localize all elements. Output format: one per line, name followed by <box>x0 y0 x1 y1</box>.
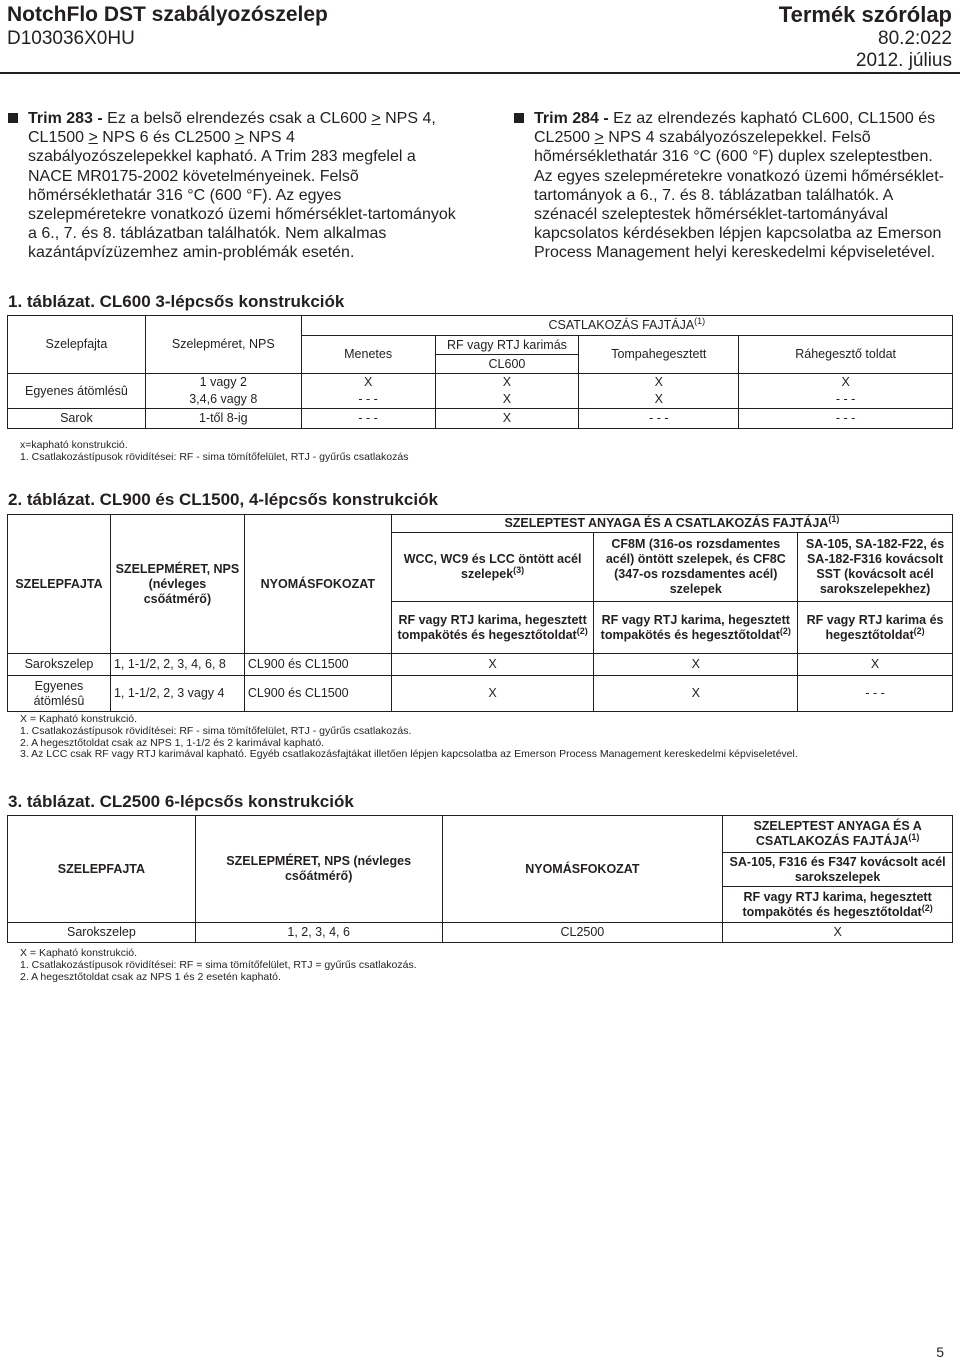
note: x=kapható konstrukció. <box>20 439 128 451</box>
t2-row-type: Egyenes átömlésû <box>8 676 111 712</box>
table-1-caption: 1. táblázat. CL600 3-lépcsős konstrukciók <box>8 292 345 311</box>
t2-rf-weld-label: RF vagy RTJ karima, hegesztett tompakötés és hegesztőtoldat <box>397 612 587 642</box>
table-3-notes <box>20 948 417 983</box>
trim-283-p3: NPS 6 és CL2500 <box>97 129 235 147</box>
t2-row-size: 1, 1-1/2, 2, 3, 4, 6, 8 <box>110 654 244 676</box>
bullet-square-icon <box>514 113 524 123</box>
t2-header-material <box>391 515 952 533</box>
ge-sign: > <box>234 129 245 147</box>
note: X = Kapható konstrukció. <box>20 947 138 959</box>
t1-header-butt: Tompahegesztett <box>579 336 739 374</box>
header-left <box>7 2 328 50</box>
t1-cell: X <box>435 374 579 392</box>
table-1 <box>7 315 953 429</box>
note: 3. Az LCC csak RF vagy RTJ karimával kapható. Egyéb csatlakozásfajtákat illetően lépjen kapcsolatba az Emerson Process Management kereskedelmi képviseletével. <box>20 748 798 761</box>
t2-header-valve-size: SZELEPMÉRET, NPS (névleges csőátmérő) <box>110 515 244 654</box>
ge-sign: > <box>594 129 604 147</box>
trim-284-bullet <box>514 109 954 263</box>
t2-header-sa105: SA-105, SA-182-F22, és SA-182-F316 kovácsolt SST (kovácsolt acél sarokszelepekhez) <box>798 533 953 602</box>
t1-header-threaded: Menetes <box>301 336 435 374</box>
table-1-notes <box>20 440 408 464</box>
footnote-ref: (2) <box>779 625 791 636</box>
page-number: 5 <box>936 1344 944 1360</box>
t3-header-valve-type: SZELEPFAJTA <box>8 816 196 923</box>
t1-row-size: 1 vagy 2 <box>145 374 301 392</box>
t1-conn-type-label: CSATLAKOZÁS FAJTÁJA <box>548 318 695 332</box>
note: 1. Csatlakozástípusok rövidítései: RF = sima tömítőfelület, RTJ = gyűrűs csatlakozás. <box>20 958 417 971</box>
table-2-caption: 2. táblázat. CL900 és CL1500, 4-lépcsős konstrukciók <box>8 490 438 509</box>
note: 2. A hegesztőtoldat csak az NPS 1 és 2 esetén kapható. <box>20 970 281 983</box>
table-2 <box>7 514 953 712</box>
t3-row-pressure: CL2500 <box>442 923 723 943</box>
t2-header-pressure: NYOMÁSFOKOZAT <box>244 515 391 654</box>
table-2-notes <box>20 714 798 761</box>
t2-header-wcc <box>391 533 594 602</box>
trim-283-p4: NPS 4 szabályozószelepekkel kapható. A Trim 283 megfelel a NACE MR0175-2002 követelményeinek. Felsõ hõmérséklethatár 316 °C (600 °F). Az egyes szelepméretekre vonatkozó üzemi hőmérséklet-tartományok a 6., 7. és 8. táblázatban találhatók. Nem alkalmas kazántápvízüzemhez amin-problémák esetén. <box>28 129 456 262</box>
t1-row-size: 1-től 8-ig <box>145 409 301 429</box>
t2-row-type: Sarokszelep <box>8 654 111 676</box>
t2-cell: X <box>391 654 594 676</box>
t3-header-material <box>723 816 953 853</box>
note: 1. Csatlakozástípusok rövidítései: RF - sima tömítőfelület, RTJ - gyűrűs csatlakozás <box>20 450 409 463</box>
t3-material-label: SZELEPTEST ANYAGA ÉS A CSATLAKOZÁS FAJTÁJA <box>753 819 922 848</box>
t2-material-label: SZELEPTEST ANYAGA ÉS A CSATLAKOZÁS FAJTÁJA <box>504 516 829 530</box>
note: 2. A hegesztőtoldat csak az NPS 1, 1-1/2 és 2 karimával kapható. <box>20 736 325 749</box>
note: X = Kapható konstrukció. <box>20 713 138 725</box>
ge-sign: > <box>88 129 98 147</box>
t1-cell: X <box>579 391 739 409</box>
t1-cell: - - - <box>301 409 435 429</box>
t1-header-valve-size: Szelepméret, NPS <box>145 316 301 374</box>
footnote-ref: (1) <box>828 513 840 524</box>
product-title: NotchFlo DST szabályozószelep <box>7 3 328 26</box>
t3-cell: X <box>723 923 953 943</box>
trim-284-p2: NPS 4 szabályozószelepekkel. Felsõ hõmérséklethatár 316 °C (600 °F) duplex szeleptestben. Az egyes szelepméretekre vonatkozó üzemi hőmérséklet-tartományok a 6., 7. és 8. táblázatban találhatók. A szénacél szeleptestek hõmérséklet-tartományával kapcsolatos kérdésekben lépjen kapcsolatba az Emerson Process Management helyi kereskedelmi képviseletével. <box>534 129 944 262</box>
footnote-ref: (2) <box>913 625 925 636</box>
t3-header-sa105: SA-105, F316 és F347 kovácsolt acél sarokszelepek <box>723 853 953 887</box>
document-date: 2012. július <box>855 50 952 71</box>
t2-cell: X <box>594 654 798 676</box>
t2-header-rf-weld <box>594 602 798 654</box>
t1-cell: - - - <box>739 391 953 409</box>
document-number: D103036X0HU <box>7 28 135 49</box>
t3-rf-weld-label: RF vagy RTJ karima, hegesztett tompakötés és hegesztőtoldat <box>742 889 932 919</box>
t2-wcc-label: WCC, WC9 és LCC öntött acél szelepek <box>403 552 582 581</box>
page-header <box>0 0 960 74</box>
footnote-ref: (1) <box>694 315 706 326</box>
t1-cell: X <box>435 409 579 429</box>
t1-cell: X <box>435 391 579 409</box>
t3-header-pressure: NYOMÁSFOKOZAT <box>442 816 723 923</box>
t3-header-rf-weld <box>723 887 953 923</box>
trim-283-text <box>28 109 456 263</box>
t1-row-type: Sarok <box>8 409 146 429</box>
t2-cell: X <box>798 654 953 676</box>
trim-283-bullet <box>8 109 456 263</box>
footnote-ref: (1) <box>908 831 920 842</box>
t1-cell: - - - <box>739 409 953 429</box>
t1-row-type: Egyenes átömlésû <box>8 374 146 409</box>
t2-header-rf-weld <box>391 602 594 654</box>
ge-sign: > <box>371 110 381 127</box>
t1-cell: - - - <box>579 409 739 429</box>
footnote-ref: (2) <box>921 902 933 913</box>
t2-row-pressure: CL900 és CL1500 <box>244 676 391 712</box>
t2-cell: - - - <box>798 676 953 712</box>
table-3 <box>7 815 953 943</box>
t2-rf-weld-label: RF vagy RTJ karima, hegesztett tompakötés és hegesztőtoldat <box>600 612 790 642</box>
t1-header-valve-type: Szelepfajta <box>8 316 146 374</box>
footnote-ref: (2) <box>576 625 588 636</box>
t1-cell: - - - <box>301 391 435 409</box>
t2-cell: X <box>594 676 798 712</box>
footnote-ref: (3) <box>513 564 525 575</box>
t2-row-size: 1, 1-1/2, 2, 3 vagy 4 <box>110 676 244 712</box>
t1-cell: X <box>739 374 953 392</box>
t3-header-valve-size: SZELEPMÉRET, NPS (névleges csőátmérő) <box>195 816 442 923</box>
t2-row-pressure: CL900 és CL1500 <box>244 654 391 676</box>
trim-284-label: Trim 284 - <box>534 110 609 127</box>
t2-header-valve-type: SZELEPFAJTA <box>8 515 111 654</box>
t2-cell: X <box>391 676 594 712</box>
header-right <box>779 2 952 72</box>
trim-284-p1: Ez az elrendezés kapható CL600, CL1500 és CL2500 <box>534 110 936 147</box>
trim-283-label: Trim 283 - <box>28 110 103 127</box>
t2-header-cf8m: CF8M (316-os rozsdamentes acél) öntött szelepek, és CF8C (347-os rozsdamentes acél) szelepek <box>594 533 798 602</box>
note: 1. Csatlakozástípusok rövidítései: RF - sima tömítőfelület, RTJ - gyűrűs csatlakozás. <box>20 724 412 737</box>
bullet-square-icon <box>8 113 18 123</box>
trim-284-text <box>534 109 954 263</box>
t3-row-size: 1, 2, 3, 4, 6 <box>195 923 442 943</box>
t1-header-conn-type <box>301 316 952 336</box>
t1-header-cl600: CL600 <box>435 355 579 374</box>
t1-header-socket: Ráhegesztő toldat <box>739 336 953 374</box>
trim-283-p1: Ez a belsõ elrendezés csak a CL600 <box>102 110 372 127</box>
header-rule <box>0 72 960 74</box>
t1-header-rf-rtj: RF vagy RTJ karimás <box>435 336 579 355</box>
t3-row-type: Sarokszelep <box>8 923 196 943</box>
t1-cell: X <box>579 374 739 392</box>
table-3-caption: 3. táblázat. CL2500 6-lépcsős konstrukciók <box>8 792 354 811</box>
t1-cell: X <box>301 374 435 392</box>
document-type: Termék szórólap <box>778 2 952 27</box>
t2-header-rf-socket <box>798 602 953 654</box>
t1-row-size: 3,4,6 vagy 8 <box>145 391 301 409</box>
document-code: 80.2:022 <box>878 28 952 49</box>
trim-283-p2: NPS 4, CL1500 <box>28 110 436 147</box>
t2-rf-socket-label: RF vagy RTJ karima és hegesztőtoldat <box>806 612 944 642</box>
